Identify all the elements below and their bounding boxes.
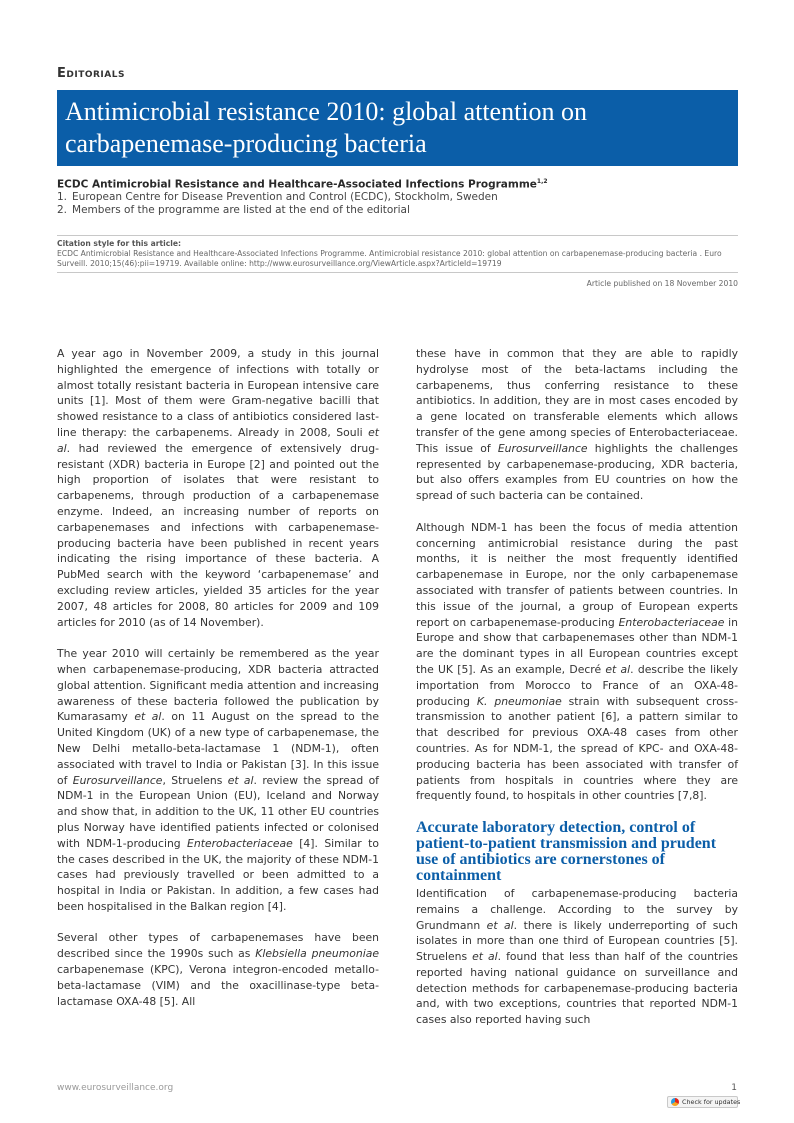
article-title-banner — [57, 90, 738, 166]
author-programme — [57, 176, 738, 191]
footer-url[interactable]: www.eurosurveillance.org — [57, 1083, 174, 1093]
paragraph: Identification of carbapenemase-producing bacteria remains a challenge. According to the survey by Grundmann et al. there is likely underreporting of such isolates in more than one third of European countries [5]. Struelens et al. found that less than half of the countries reported having national guidance on surveillance and detection methods for carbapenemase-producing bacteria and, with two exceptions, countries that reported NDM-1 cases also reported having such — [416, 886, 738, 1027]
paragraph: A year ago in November 2009, a study in this journal highlighted the emergence of infections with totally or almost totally resistant bacteria in European intensive care units [1]. Most of them were Gram-negative bacilli that showed resistance to a class of antibiotics considered last-line therapy: the carbapenems. Already in 2008, Souli et al. had reviewed the emergence of extensively drug-resistant (XDR) bacteria in Europe [2] and pointed out the high proportion of isolates that were resistant to carbapenems, through production of a carbapenemase enzyme. Indeed, an increasing number of reports on carbapenemases and infections with carbapenemase-producing bacteria have been published in recent years indicating the rising importance of these bacteria. A PubMed search with the keyword ‘carbapenemase’ and excluding review articles, yielded 35 articles for the year 2007, 48 articles for 2008, 80 articles for 2009 and 109 articles for 2010 (as of 14 November). — [57, 347, 379, 629]
left-column — [57, 346, 379, 1009]
citation-block — [57, 239, 738, 269]
article-title — [65, 96, 730, 160]
check-for-updates-label: Check for updates — [682, 1098, 741, 1106]
citation-text[interactable]: ECDC Antimicrobial Resistance and Healthcare-Associated Infections Programme. Antimicrobial resistance 2010: global attention on carbapenemase-producing bacteria . Euro Surveill. 2010;15(46):pii=19719. Available online: http://www.eurosurveillance.org/ViewArticle.aspx?ArticleId=19719 — [57, 249, 722, 268]
paragraph: these have in common that they are able to rapidly hydrolyse most of the beta-lactams including the carbapenems, thus conferring resistance to these antibiotics. In addition, they are in most cases encoded by a gene located on transferable elements which allows transfer of the gene among species of Enterobacteriaceae. This issue of Eurosurveillance highlights the challenges represented by carbapenemase-producing, XDR bacteria, but also offers examples from EU countries on how the spread of such bacteria can be contained. — [416, 347, 738, 503]
section-subheading: Accurate laboratory detection, control of patient-to-patient transmission and prudent use of antibiotics are cornerstones of containment — [416, 818, 717, 884]
page-number: 1 — [731, 1083, 737, 1093]
author-superscript: 1,2 — [536, 178, 548, 185]
affiliation-text: Members of the programme are listed at the end of the editorial — [72, 203, 410, 216]
title-line-1: Antimicrobial resistance 2010: global attention on — [65, 97, 588, 126]
affiliation-text: European Centre for Disease Prevention and Control (ECDC), Stockholm, Sweden — [72, 191, 498, 203]
affiliation-2 — [57, 204, 738, 217]
divider — [57, 235, 738, 236]
author-block — [57, 176, 738, 216]
affiliation-1 — [57, 191, 738, 204]
crossmark-icon — [671, 1098, 679, 1106]
paragraph: Although NDM-1 has been the focus of media attention concerning antimicrobial resistance during the past months, it is neither the most frequently identified carbapenemase in Europe, nor the only carbapenemase associated with transfer of patients between countries. In this issue of the journal, a group of European experts report on carbapenemase-producing Enterobacteriaceae in Europe and show that carbapenemases other than NDM-1 are the dominant types in all European countries except the UK [5]. As an example, Decré et al. describe the likely importation from Morocco to France of an OXA-48-producing K. pneumoniae strain with subsequent cross-transmission to another patient [6], a pattern similar to that described for previous OXA-48 cases from other countries. As for NDM-1, the spread of KPC- and OXA-48-producing bacteria has been associated with transfer of patients from hospitals in countries where they are frequently found, to hospitals in other countries [7,8]. — [416, 520, 738, 803]
affiliation-number: 1. — [57, 191, 68, 203]
author-name: ECDC Antimicrobial Resistance and Healthcare-Associated Infections Programme — [57, 178, 537, 191]
affiliation-number: 2. — [57, 203, 68, 216]
published-date: Article published on 18 November 2010 — [586, 279, 738, 288]
paragraph: Several other types of carbapenemases have been described since the 1990s such as Klebsiella pneumoniae carbapenemase (KPC), Verona integron-encoded metallo-beta-lactamase (VIM) and the oxacillinase-type beta-lactamase OXA-48 [5]. All — [57, 931, 379, 1008]
citation-label: Citation style for this article: — [57, 239, 182, 248]
paragraph: The year 2010 will certainly be remembered as the year when carbapenemase-producing, XDR bacteria attracted global attention. Significant media attention and increasing awareness of these bacteria followed the publication by Kumarasamy et al. on 11 August on the spread to the United Kingdom (UK) of a new type of carbapenemase, the New Delhi metallo-beta-lactamase 1 (NDM-1), often associated with travel to India or Pakistan [3]. In this issue of Eurosurveillance, Struelens et al. review the spread of NDM-1 in the European Union (EU), Iceland and Norway and show that, in addition to the UK, 11 other EU countries plus Norway have identified patients infected or colonised with NDM-1-producing Enterobacteriaceae [4]. Similar to the cases described in the UK, the majority of these NDM-1 cases had previously travelled or been admitted to a hospital in India or Pakistan. In addition, a few cases had been hospitalised in the Balkan region [4]. — [57, 647, 379, 913]
section-label: Editorials — [57, 66, 125, 81]
title-line-2: carbapenemase-producing bacteria — [65, 129, 427, 158]
check-for-updates-button[interactable] — [667, 1096, 741, 1108]
divider — [57, 272, 738, 273]
right-column — [416, 346, 738, 1028]
